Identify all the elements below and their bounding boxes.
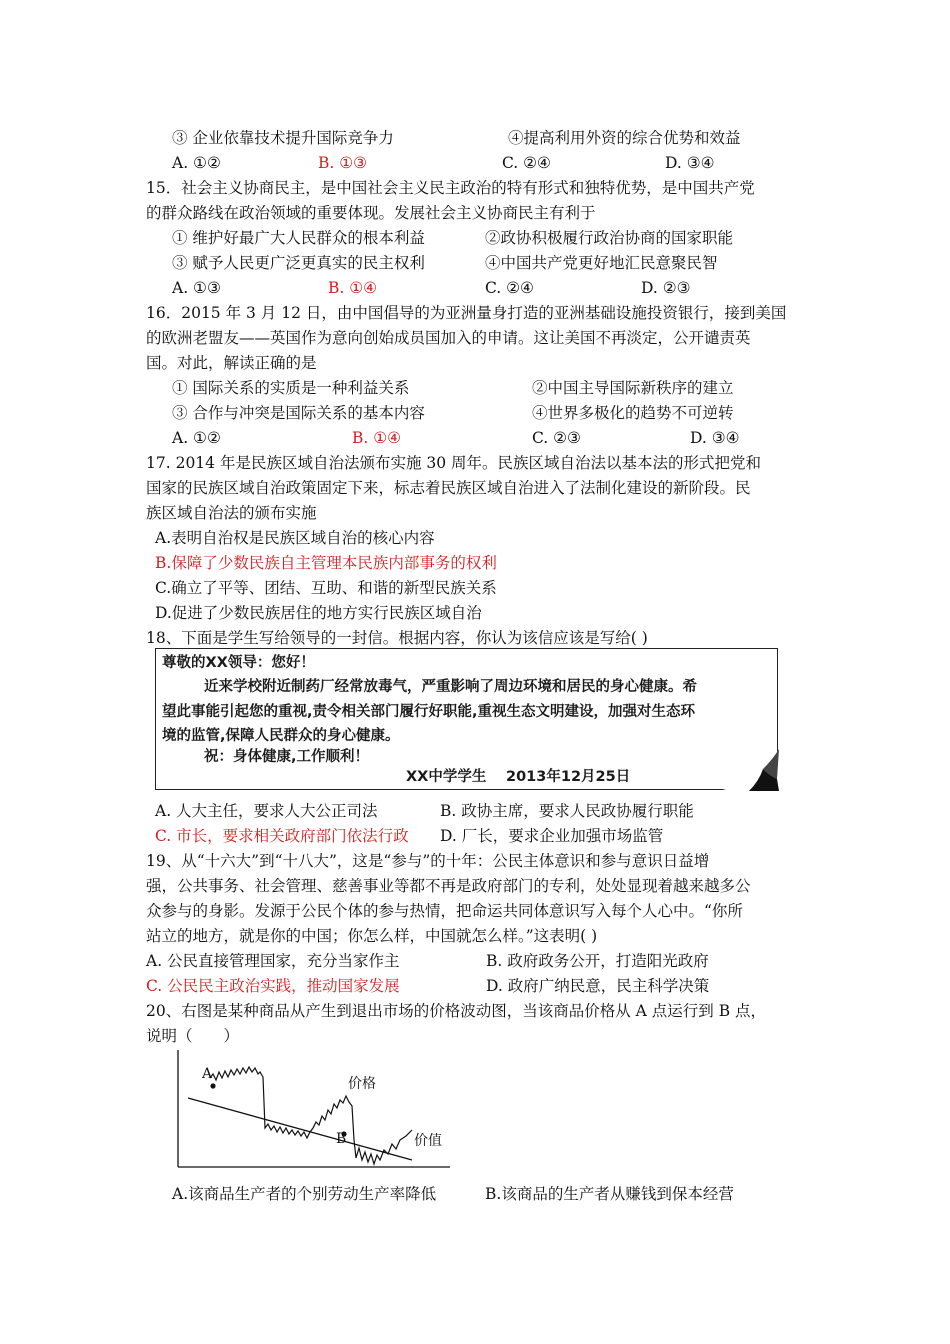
graph-point-b-label: B [336,1131,347,1147]
q14-statement-4: ④提高利用外资的综合优势和效益 [508,129,741,147]
letter-date: 2013年12月25日 [506,769,631,785]
q18-option-a: A. 人大主任，要求人大公正司法 [155,802,378,820]
q17-option-b-answer: B.保障了少数民族自主管理本民族内部事务的权利 [155,554,497,572]
q19-stem-line4: 站立的地方，就是你的中国；你怎么样，中国就怎么样。”这表明( ) [146,927,598,945]
q17-stem-line3: 族区域自治法的颁布实施 [146,504,317,522]
q20-option-b: B.该商品的生产者从赚钱到保本经营 [485,1185,734,1203]
letter-signature: XX中学学生 [406,769,487,785]
q15-option-b-answer: B. ①④ [328,279,378,297]
q15-statement-3: ③ 赋予人民更广泛更真实的民主权利 [172,254,425,272]
q16-statement-3: ③ 合作与冲突是国际关系的基本内容 [172,404,425,422]
q20-stem-line2: 说明（ ） [146,1027,240,1045]
q16-option-a: A. ①② [172,429,221,447]
q18-stem: 18、下面是学生写给领导的一封信。根据内容，你认为该信应该是写给( ) [146,629,648,647]
q14-statement-3: ③ 企业依靠技术提升国际竞争力 [172,129,394,147]
point-a-marker [210,1083,215,1088]
letter-image [155,648,778,790]
q16-option-b-answer: B. ①④ [352,429,402,447]
q16-option-d: D. ③④ [690,429,740,447]
graph-price-label: 价格 [348,1076,376,1092]
q14-option-d: D. ③④ [665,154,715,172]
q16-statement-1: ① 国际关系的实质是一种利益关系 [172,379,410,397]
q17-option-a: A.表明自治权是民族区域自治的核心内容 [155,529,435,547]
q18-option-d: D. 厂长，要求企业加强市场监管 [440,827,664,845]
q19-option-c-answer: C. 公民民主政治实践，推动国家发展 [146,977,400,995]
q16-option-c: C. ②③ [532,429,581,447]
q15-option-d: D. ②③ [641,279,691,297]
q18-option-b: B. 政协主席，要求人民政协履行职能 [440,802,694,820]
q15-statement-2: ②政协积极履行政治协商的国家职能 [485,229,734,247]
q19-stem-line2: 强，公共事务、社会管理、慈善事业等都不再是政府部门的专利，处处显现着越来越多公 [146,877,751,895]
letter-wish: 祝：身体健康,工作顺利！ [204,749,370,765]
q15-stem-line2: 的群众路线在政治领域的重要体现。发展社会主义协商民主有利于 [146,204,596,222]
letter-body-line1: 近来学校附近制药厂经常放毒气，严重影响了周边环境和居民的身心健康。希 [204,679,697,695]
q19-stem-line1: 19、从“十六大”到“十八大”，这是“参与”的十年：公民主体意识和参与意识日益增 [146,852,710,870]
letter-greeting: 尊敬的XX领导：您好！ [162,655,315,671]
q15-option-a: A. ①③ [172,279,221,297]
graph-value-label: 价值 [414,1133,442,1149]
q17-stem-line1: 17. 2014 年是民族区域自治法颁布实施 30 周年。民族区域自治法以基本法的形式把党和 [146,454,762,472]
q19-option-a: A. 公民直接管理国家，充分当家作主 [146,952,400,970]
q14-option-c: C. ②④ [502,154,551,172]
q15-option-c: C. ②④ [485,279,534,297]
q16-stem-line2: 的欧洲老盟友——英国作为意向创始成员国加入的申请。这让美国不再淡定，公开谴责英 [146,329,751,347]
q19-stem-line3: 众参与的身影。发源于公民个体的参与热情，把命运共同体意识写入每个人心中。“你所 [146,902,743,920]
page-curl-icon [719,749,779,791]
price-line [210,1067,412,1164]
letter-body-line3: 境的监管,保障人民群众的身心健康。 [162,728,400,744]
q16-statement-4: ④世界多极化的趋势不可逆转 [532,404,734,422]
q15-statement-4: ④中国共产党更好地汇民意聚民智 [485,254,718,272]
q16-statement-2: ②中国主导国际新秩序的建立 [532,379,734,397]
q20-option-a: A.该商品生产者的个别劳动生产率降低 [172,1185,437,1203]
q14-option-a: A. ①② [172,154,221,172]
q18-option-c-answer: C. 市长，要求相关政府部门依法行政 [155,827,409,845]
q16-stem-line1: 16．2015 年 3 月 12 日，由中国倡导的为亚洲量身打造的亚洲基础设施投资银行，接到美国 [146,304,787,322]
q17-stem-line2: 国家的民族区域自治政策固定下来，标志着民族区域自治进入了法制化建设的新阶段。民 [146,479,751,497]
q20-stem-line1: 20、右图是某种商品从产生到退出市场的价格波动图，当该商品价格从 A 点运行到 B 点， [146,1002,767,1020]
graph-point-a-label: A [202,1066,213,1082]
value-line [188,1098,412,1160]
q15-statement-1: ① 维护好最广大人民群众的根本利益 [172,229,425,247]
q15-stem-line1: 15．社会主义协商民主，是中国社会主义民主政治的特有形式和独特优势，是中国共产党 [146,179,755,197]
letter-body-line2: 望此事能引起您的重视,责令相关部门履行好职能,重视生态文明建设，加强对生态环 [162,704,696,720]
q17-option-c: C.确立了平等、团结、互助、和谐的新型民族关系 [155,579,497,597]
q14-option-b-answer: B. ①③ [318,154,368,172]
q19-option-d: D. 政府广纳民意，民主科学决策 [486,977,710,995]
price-value-graph [170,1050,460,1175]
q16-stem-line3: 国。对此，解读正确的是 [146,354,317,372]
q17-option-d: D.促进了少数民族居住的地方实行民族区域自治 [155,604,482,622]
q19-option-b: B. 政府政务公开，打造阳光政府 [486,952,709,970]
